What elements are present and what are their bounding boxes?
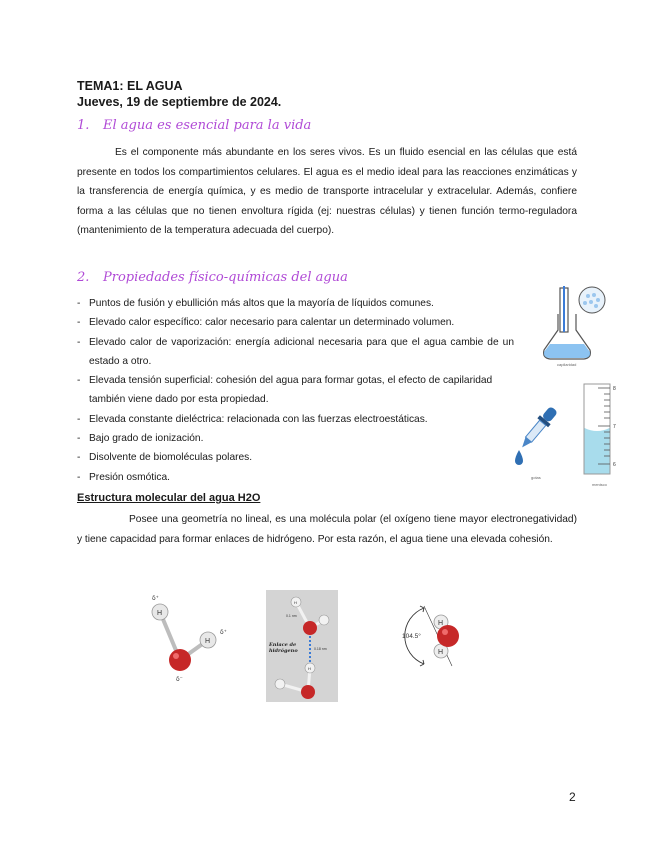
section-2-heading [77,270,348,285]
section-1-paragraph: Es el componente más abundante en los seres vivos. Es un fluido esencial en las células que está presente en todos los compartimientos celulares. El agua es el medio ideal para las reacciones enzimáticas y la transferencia de energía química, y es medio de transporte intracelular y extracelular. Además, confiere forma a las células que no tienen envoltura rígida (ej: nuestras células) y tienen función termo-reguladora (mantenimiento de la temperatura adecuada del cuerpo). [77,147,577,237]
list-item: - Elevada constante dieléctrica: relacionada con las fuerzas electroestáticas. [77,413,428,425]
document-header [77,78,281,110]
dropper-illustration [510,402,560,472]
water-molecule-charges-diagram [140,590,235,685]
svg-text:H: H [294,600,297,605]
list-item: - Bajo grado de ionización. [77,433,204,445]
partial-negative-label: δ⁻ [176,676,183,683]
graduated-cylinder-illustration [580,380,620,478]
section-1-title: El agua es esencial para la vida [103,118,312,133]
partial-positive-label: δ⁺ [220,629,227,636]
capillarity-flask-illustration [540,284,610,368]
cylinder-tick-label: 7 [613,424,616,430]
hydrogen-label: H [205,638,211,645]
date-line: Jueves, 19 de septiembre de 2024. [77,95,282,109]
page-number: 2 [569,790,576,804]
section-1-number: 1. [77,118,90,133]
hydrogen-label: H [157,610,163,617]
bond-length-label: 0.18 nm [314,647,327,651]
hydrogen-bond-diagram [266,590,338,702]
list-item: - Elevada tensión superficial: cohesión del agua para formar gotas, el efecto de capilaridad también viene dado por esta propiedad. [77,375,493,406]
hydrogen-bond-label-2: hidrógeno [269,648,298,654]
dropper-caption: gotas [531,475,541,480]
flask-caption: capilaridad [557,362,577,367]
cylinder-caption: menisco [592,482,607,487]
section-1-heading [77,118,311,133]
bond-length-label: 0.1 nm [286,614,297,618]
list-item: - Elevado calor específico: calor necesario para calentar un determinado volumen. [77,317,455,329]
section-2-number: 2. [77,270,90,285]
list-item: - Puntos de fusión y ebullición más altos que la mayoría de líquidos comunes. [77,298,434,309]
properties-list [77,294,514,487]
list-item: - Presión osmótica. [77,471,170,483]
partial-positive-label: δ⁺ [152,595,159,602]
section-2-title: Propiedades físico-químicas del agua [103,270,348,285]
list-item: - Elevado calor de vaporización: energía adicional necesaria para que el agua cambie de un estado a otro. [77,336,514,367]
list-item: - Disolvente de biomoléculas polares. [77,452,253,464]
structure-paragraph: Posee una geometría no lineal, es una molécula polar (el oxígeno tiene mayor electronegatividad) y tiene capacidad para formar enlaces de hidrógeno. Por esta razón, el agua tiene una elevada cohesión. [77,514,577,545]
structure-heading: Estructura molecular del agua H2O [77,492,261,504]
topic-title: TEMA1: EL AGUA [77,79,183,93]
hydrogen-bond-label-1: Enlace de [269,642,297,648]
bond-angle-diagram [398,598,470,672]
svg-text:H: H [438,649,444,656]
cylinder-tick-label: 6 [613,462,616,468]
svg-text:H: H [308,666,311,671]
bond-angle-label: 104.5° [402,633,421,640]
cylinder-tick-label: 8 [613,386,616,392]
svg-text:H: H [438,620,444,627]
